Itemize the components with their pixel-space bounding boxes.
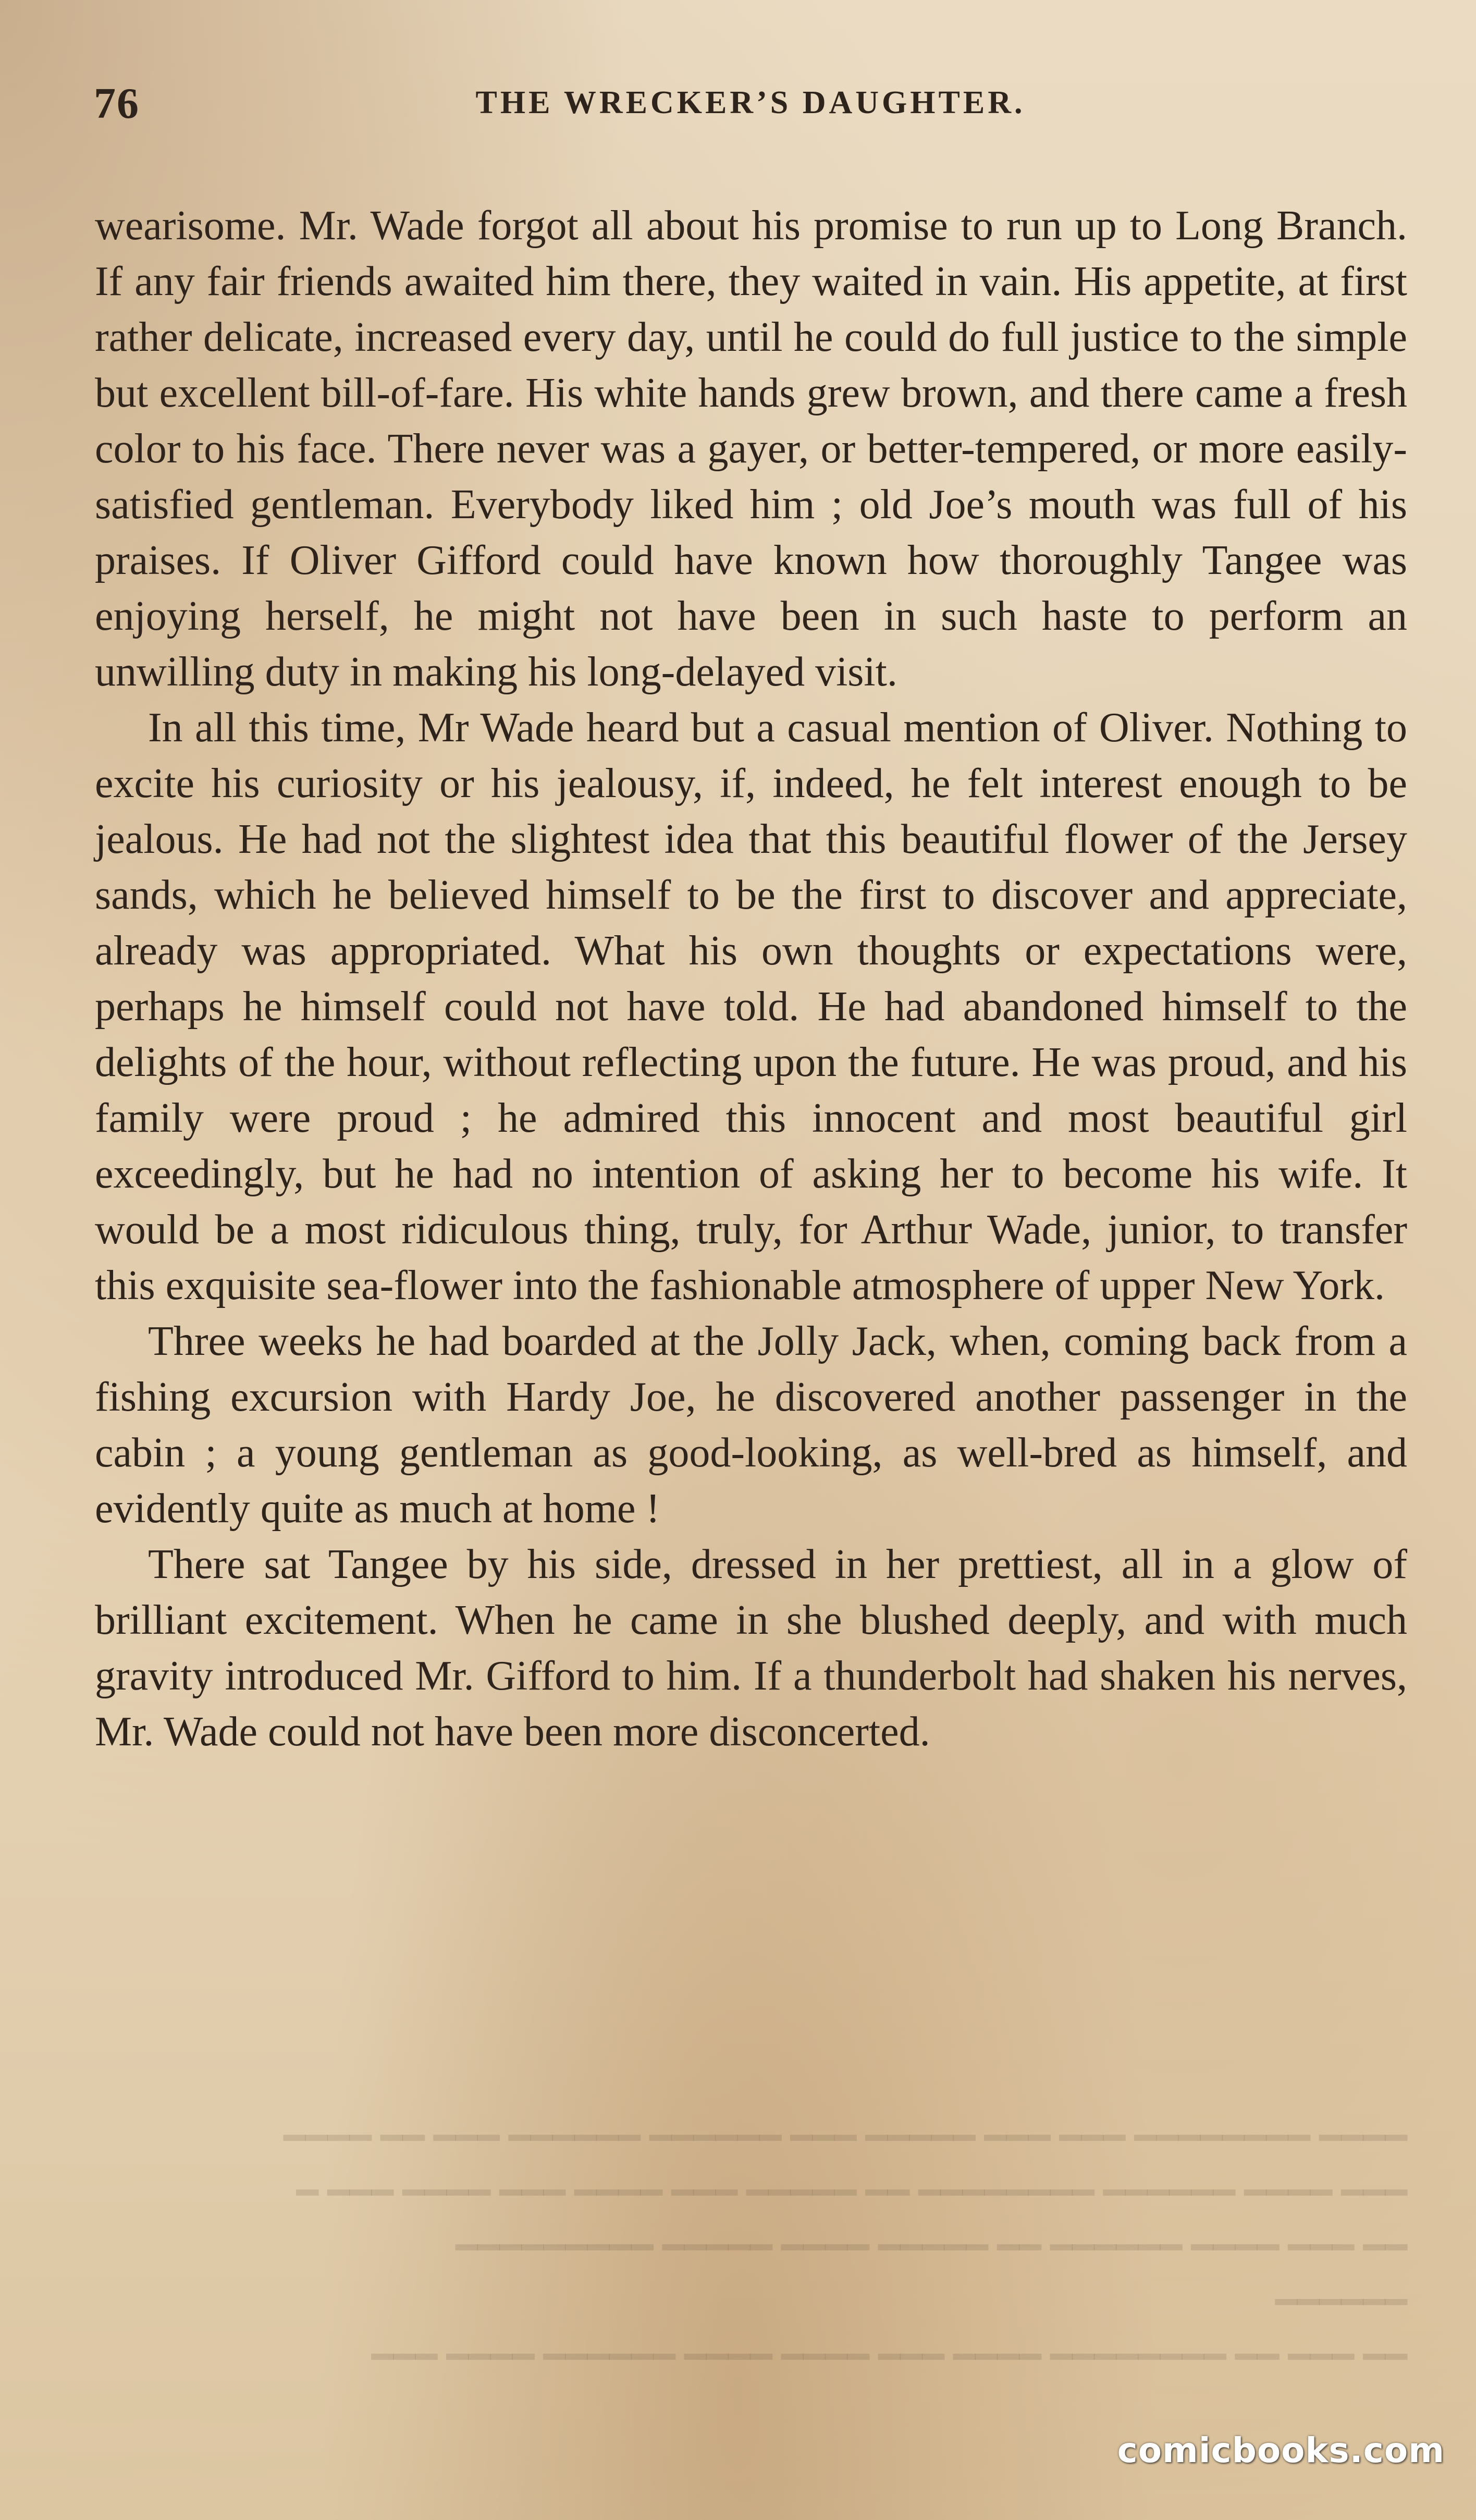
paragraph-4: There sat Tangee by his side, dressed in her prettiest, all in a glow of brilliant excitement. When he came in she blushed deeply, and with much gravity introduced Mr. Gifford to him. If a thunderbolt had shaken his nerves, Mr. Wade could not have been more disconcerted. xyxy=(95,1542,1407,1755)
paragraph-3: Three weeks he had boarded at the Jolly Jack, when, coming back from a fishing excursion with Hardy Joe, he discovered another passenger in the cabin ; a young gentleman as good-looking, as well-bred as himself, and evidently quite as much at home ! xyxy=(95,1318,1407,1532)
page-number: 76 xyxy=(94,79,140,128)
watermark: comicbooks.com xyxy=(1117,2430,1445,2470)
paragraph-1: wearisome. Mr. Wade forgot all about his promise to run up to Long Branch. If any fair friends awaited him there, they waited in vain. His appetite, at first rather delicate, increased every day, until he could do full justice to the simple but excellent bill-of-fare. His white hands grew brown, and there came a fresh color to his face. There never was a gayer, or better-tempered, or more easily-satisfied gentleman. Everybody liked him ; old Joe’s mouth was full of his praises. If Oliver Gifford could have known how thoroughly Tangee was enjoying herself, he might not have been in such haste to perform an unwilling duty in making his long-delayed visit. xyxy=(95,203,1407,695)
running-title: THE WRECKER’S DAUGHTER. xyxy=(475,85,1026,120)
show-through-texture: ━━━━ ━━━━━━━━ ━━━ ━━━ ━━━━━ ━━━ ━━━━━━ ━━━━━━ ━━━ ━━ ━━━━ ━━━ ━━━━ ━━━━━━ ━━━━━━━━ ━━ ━━━━━ ━━━ ━━━━ ━━━ ━━━━ ━━━ ━ ━━ ━━━ ━━━━ ━━━━━━ ━━ ━━━━━ ━━━━ ━━━━━ ━━━━━━━━━ ━━━━━━ ━━ ━━━ ━━ ━━━━━━━━ ━━━━ ━━━ ━━━━ ━━━━ ━━━━━━ ━━━━ ━━━ xyxy=(284,2119,1407,2378)
running-head xyxy=(94,78,1407,136)
body-text xyxy=(95,198,1407,1760)
paragraph-2: In all this time, Mr Wade heard but a casual mention of Oliver. Nothing to excite his curiosity or his jealousy, if, indeed, he felt interest enough to be jealous. He had not the slightest idea that this beautiful flower of the Jersey sands, which he believed himself to be the first to discover and appreciate, already was appropriated. What his own thoughts or expectations were, perhaps he himself could not have told. He had abandoned himself to the delights of the hour, without reflecting upon the future. He was proud, and his family were proud ; he admired this innocent and most beautiful girl exceedingly, but he had no intention of asking her to become his wife. It would be a most ridiculous thing, truly, for Arthur Wade, junior, to transfer this exquisite sea-flower into the fashionable atmosphere of upper New York. xyxy=(95,705,1407,1308)
